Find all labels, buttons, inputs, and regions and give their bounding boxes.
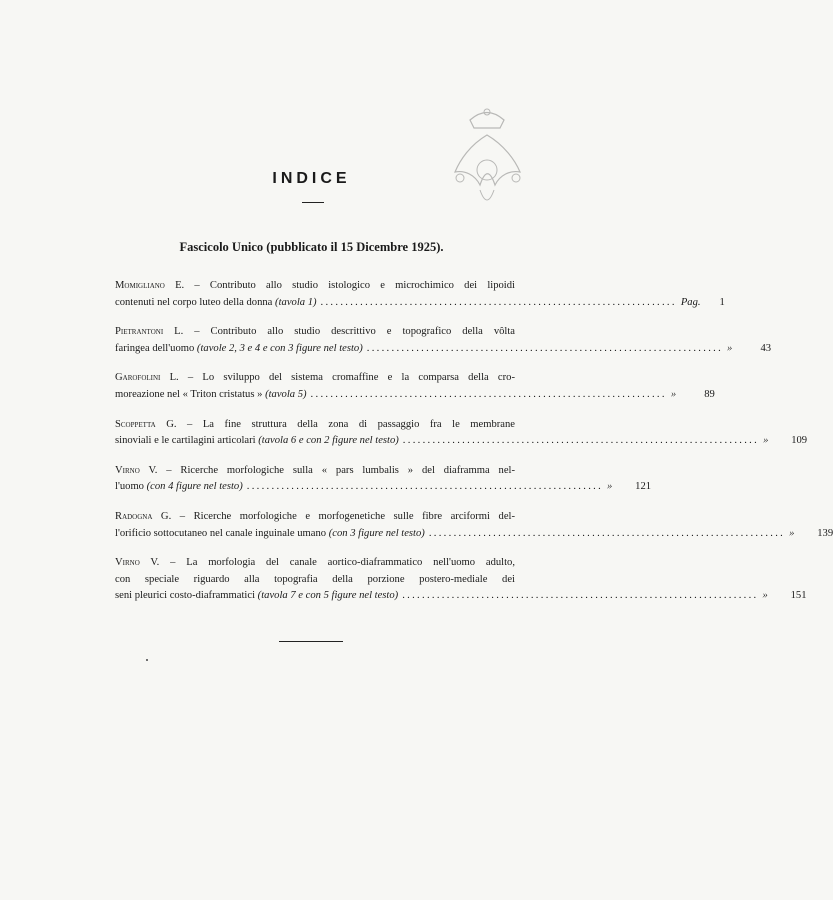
- entry-line: Garofolini L. – Lo sviluppo del sistema cromaffine e la comparsa della cro-: [115, 372, 515, 384]
- entry-line: Scoppetta G. – La fine struttura della zona di passaggio fra le membrane: [115, 418, 515, 430]
- toc-entry: [115, 324, 772, 357]
- entry-page: » 151: [762, 590, 807, 602]
- dot-leader: ........................................................................: [366, 342, 724, 354]
- closing-rule: [279, 641, 343, 642]
- dot-leader: ........................................................................: [428, 527, 786, 539]
- dot-leader: ........................................................................: [246, 481, 604, 493]
- entry-plates: (tavola 1): [275, 296, 317, 308]
- entry-line: Virno V. – Ricerche morfologiche sulla « pars lumbalis » del diaframma nel-: [115, 464, 515, 476]
- entry-author: Virno V.: [115, 557, 160, 569]
- entry-text: moreazione nel « Triton cristatus » (tavola 5): [115, 388, 307, 400]
- dot-leader: ........................................................................: [320, 296, 677, 308]
- dot-leader: ........................................................................: [310, 388, 667, 400]
- entry-text: l'orificio sottocutaneo nel canale inguinale umano (con 3 figure nel testo): [115, 527, 425, 539]
- entry-last-line: [115, 526, 833, 543]
- page-title: INDICE: [272, 170, 351, 187]
- dot-leader: ........................................................................: [402, 435, 760, 447]
- entry-author: Radogna G.: [115, 510, 172, 522]
- entry-text: contenuti nel corpo luteo della donna (tavola 1): [115, 296, 317, 308]
- entry-last-line: [115, 341, 772, 358]
- entry-author: Pietrantoni L.: [115, 326, 184, 338]
- entry-plates: (tavola 5): [265, 388, 307, 400]
- toc-entry: [115, 278, 725, 311]
- dot-leader: ........................................................................: [402, 590, 759, 602]
- entry-page: » 121: [607, 481, 652, 493]
- entry-plates: (con 3 figure nel testo): [328, 527, 425, 539]
- toc-entry: [115, 509, 833, 542]
- entry-author: Momigliano E.: [115, 280, 185, 291]
- entry-last-line: [115, 479, 652, 496]
- issue-subtitle: Fascicolo Unico (pubblicato il 15 Dicembre 1925).: [179, 240, 444, 254]
- toc-entry: [115, 370, 715, 403]
- entry-page: » 89: [670, 388, 715, 400]
- entry-line: con speciale riguardo alla topografia della porzione postero-mediale dei: [115, 573, 515, 585]
- entry-author: Garofolini L.: [115, 372, 179, 384]
- entry-last-line: [115, 433, 808, 450]
- entry-page: » 109: [763, 435, 808, 447]
- entry-plates: (con 4 figure nel testo): [146, 481, 243, 493]
- title-rule: [302, 202, 324, 203]
- entry-line: Momigliano E. – Contributo allo studio istologico e microchimico dei lipoidi: [115, 280, 515, 291]
- toc-entry: [115, 463, 652, 496]
- entry-author: Virno V.: [115, 464, 158, 476]
- entry-last-line: [115, 295, 725, 312]
- entry-line: Pietrantoni L. – Contributo allo studio descrittivo e topografico della vôlta: [115, 326, 516, 338]
- entry-plates: (tavola 7 e con 5 figure nel testo): [257, 590, 399, 602]
- toc-entry: [115, 555, 807, 605]
- toc-entry: [115, 417, 808, 450]
- entry-line: Radogna G. – Ricerche morfologiche e morfogenetiche sulle fibre arciformi del-: [115, 510, 515, 522]
- entry-author: Scoppetta G.: [115, 418, 177, 430]
- entry-text: seni pleurici costo-diaframmatici (tavola 7 e con 5 figure nel testo): [115, 590, 399, 602]
- paper-speck: [146, 659, 148, 661]
- entry-last-line: [115, 387, 715, 404]
- entry-plates: (tavola 6 e con 2 figure nel testo): [258, 435, 399, 447]
- entry-text: sinoviali e le cartilagini articolari (tavola 6 e con 2 figure nel testo): [115, 435, 399, 447]
- entry-page: » 139: [789, 527, 833, 539]
- entry-plates: (tavole 2, 3 e 4 e con 3 figure nel testo): [196, 342, 363, 354]
- entry-text: faringea dell'uomo (tavole 2, 3 e 4 e con 3 figure nel testo): [115, 342, 363, 354]
- toc-list: [115, 278, 833, 618]
- entry-text: l'uomo (con 4 figure nel testo): [115, 481, 243, 493]
- entry-last-line: [115, 588, 807, 605]
- entry-line: Virno V. – La morfologia del canale aortico-diaframmatico nell'uomo adulto,: [115, 557, 516, 569]
- library-stamp-emblem: [440, 100, 535, 220]
- entry-page: Pag. 1: [680, 296, 725, 308]
- entry-page: » 43: [727, 342, 772, 354]
